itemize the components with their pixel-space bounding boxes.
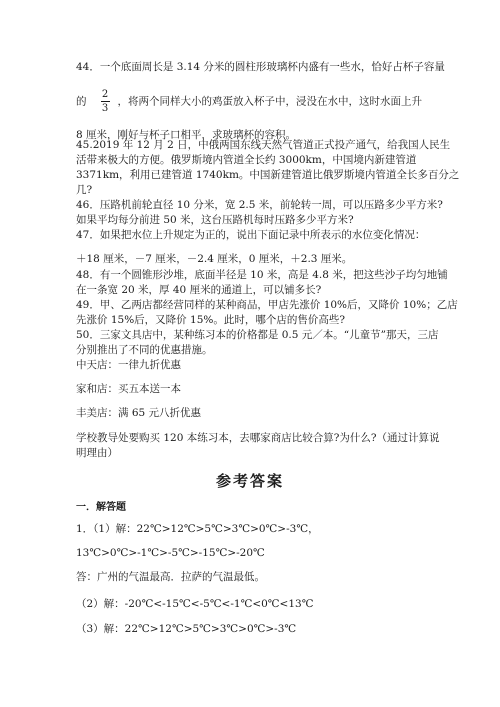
- q47-values: ＋18 厘米，－7 厘米，－2.4 厘米，0 厘米，＋2.3 厘米。: [76, 253, 353, 265]
- fraction-two-thirds: [101, 89, 110, 114]
- answer-1-3: （3）解：22℃>12℃>5℃>3℃>0℃>-3℃: [76, 623, 297, 635]
- q50-question: [76, 431, 440, 461]
- q48-line: 在一条宽 20 米，厚 40 厘米的通道上，可以铺多长?: [76, 284, 322, 296]
- q45-line: 3371km，利用已建管道 1740km。中国新建管道比俄罗斯境内管道全长多百分之: [76, 169, 460, 181]
- q46-line: 如果平均每分前进 50 米，这台压路机每时压路多少平方米?: [76, 214, 354, 226]
- questions-48-50: [76, 268, 458, 358]
- question-44: [76, 60, 445, 143]
- fraction-denominator: 3: [101, 103, 109, 114]
- q50-question-line: 学校教导处要购买 120 本练习本，去哪家商店比较合算?为什么?（通过计算说: [76, 432, 440, 444]
- answer-1-conclusion: 答：广州的气温最高．拉萨的气温最低。: [76, 571, 265, 583]
- q44-prefix: 的: [76, 95, 87, 108]
- fraction-bar: [101, 101, 110, 102]
- q50-question-line: 明理由）: [76, 447, 118, 459]
- question-45: [76, 138, 460, 198]
- q49-line: 先涨价 15%后，又降价 15%。此时，哪个店的售价高些?: [76, 314, 345, 326]
- q44-line1: 44．一个底面周长是 3.14 分米的圆柱形玻璃杯内盛有一些水，恰好占杯子容量: [76, 61, 445, 73]
- q44-line2-rest: ，将两个同样大小的鸡蛋放入杯子中，浸没在水中，这时水面上升: [117, 95, 422, 108]
- question-47: [76, 228, 428, 267]
- answer-1-1: 1．（1）解：22℃>12℃>5℃>3℃>0℃>-3℃，: [76, 523, 319, 535]
- store-zhongtian: 中天店：一律九折优惠: [76, 359, 181, 371]
- store-fengmei: 丰美店：满 65 元八折优惠: [76, 407, 202, 419]
- q48-line: 48．有一个圆锥形沙堆，底面半径是 10 米，高是 4.8 米，把这些沙子均匀地铺: [76, 269, 448, 281]
- q50-line: 50．三家文具店中，某种练习本的价格都是 0.5 元／本。“儿童节”那天，三店: [76, 329, 439, 341]
- answer-1-2: （2）解：-20℃<-15℃<-5℃<-1℃<0℃<13℃: [76, 598, 314, 610]
- q44-line2: [76, 89, 428, 114]
- q47-line1: 47．如果把水位上升规定为正的，说出下面记录中所表示的水位变化情况：: [76, 229, 426, 241]
- question-46: [76, 198, 443, 228]
- q45-line: 45.2019 年 12 月 2 日，中俄两国东线天然气管道正式投产通气，给我国人民生: [76, 139, 451, 151]
- answers-title: 参考答案: [215, 472, 284, 490]
- store-jiahe: 家和店：买五本送一本: [76, 383, 181, 395]
- q45-line: 活带来极大的方便。俄罗斯境内管道全长约 3000km，中国境内新建管道: [76, 154, 417, 166]
- answer-1-1b: 13℃>0℃>-1℃>-5℃>-15℃>-20℃: [76, 547, 265, 559]
- q46-line: 46．压路机前轮直径 10 分米，宽 2.5 米，前轮转一周，可以压路多少平方米?: [76, 199, 443, 211]
- q45-line: 几?: [76, 184, 93, 196]
- q50-line: 分别推出了不同的优惠措施。: [76, 344, 213, 356]
- section-heading: 一．解答题: [76, 502, 126, 513]
- fraction-numerator: 2: [101, 89, 109, 100]
- q49-line: 49．甲、乙两店都经营同样的某种商品，甲店先涨价 10%后，又降价 10%；乙店: [76, 299, 458, 311]
- q44-line3: 8 厘米，刚好与杯子口相平，求玻璃杯的容积。: [76, 129, 297, 141]
